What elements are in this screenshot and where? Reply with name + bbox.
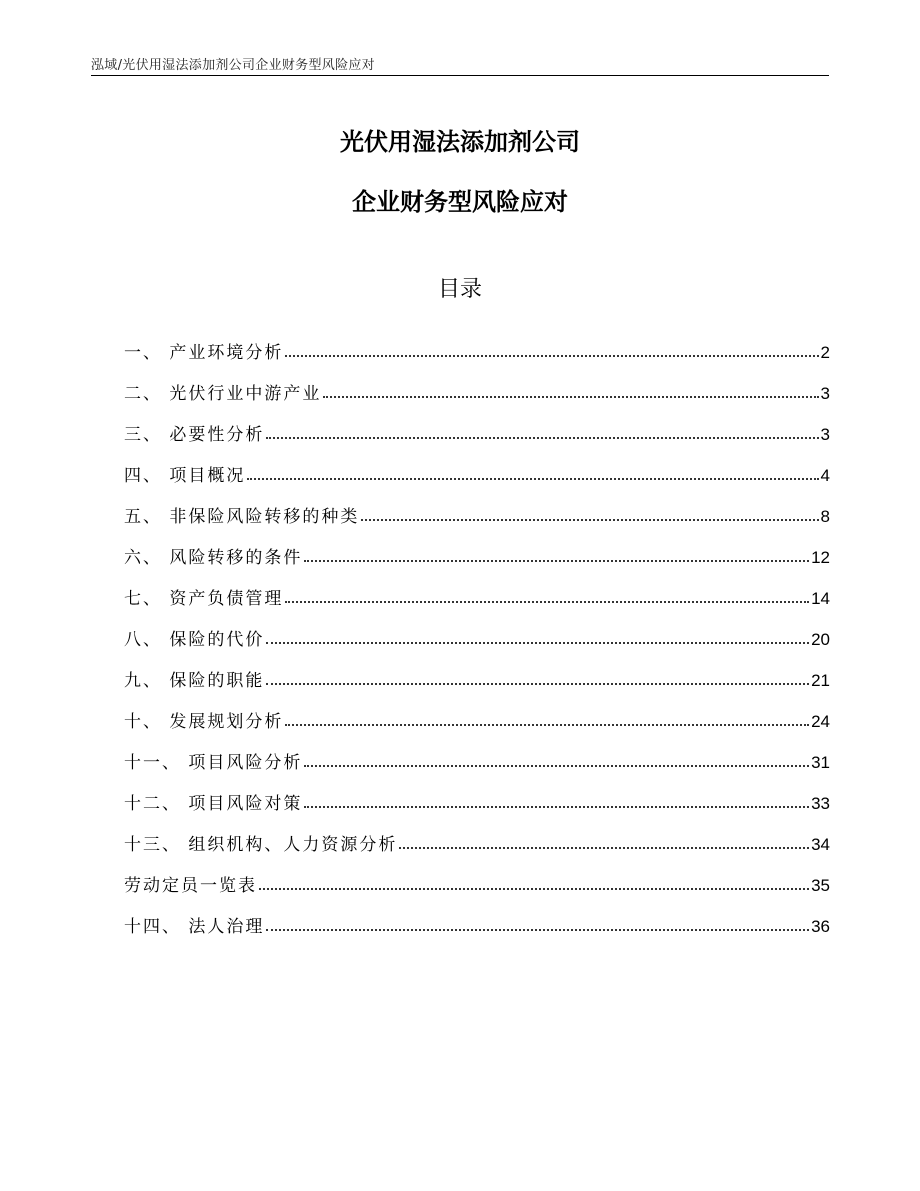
- toc-dot-leader: [266, 642, 809, 644]
- toc-dot-leader: [399, 847, 809, 849]
- toc-entry[interactable]: [124, 855, 830, 896]
- toc-entry-page: 14: [811, 589, 830, 608]
- toc-heading: 目录: [437, 277, 482, 302]
- toc-entry-label: 九、 保险的职能: [124, 671, 265, 691]
- toc-entry-label: 五、 非保险风险转移的种类: [124, 507, 360, 527]
- toc-entry[interactable]: [124, 445, 830, 486]
- table-of-contents: [124, 322, 830, 937]
- toc-dot-leader: [304, 560, 809, 562]
- running-header: 泓域/光伏用湿法添加剂公司企业财务型风险应对: [91, 58, 375, 73]
- toc-entry-label: 八、 保险的代价: [124, 630, 265, 650]
- toc-entry-page: 31: [811, 753, 830, 772]
- toc-entry-page: 21: [811, 671, 830, 690]
- document-title-line-2: 企业财务型风险应对: [352, 188, 568, 216]
- toc-dot-leader: [285, 601, 809, 603]
- toc-entry[interactable]: [124, 486, 830, 527]
- toc-entry-label: 二、 光伏行业中游产业: [124, 384, 322, 404]
- toc-entry-page: 20: [811, 630, 830, 649]
- toc-entry-page: 2: [820, 343, 830, 362]
- toc-entry-label: 七、 资产负债管理: [124, 589, 284, 609]
- toc-entry-label: 十一、 项目风险分析: [124, 753, 303, 773]
- toc-entry-label: 劳动定员一览表: [124, 876, 257, 896]
- document-title-line-1: 光伏用湿法添加剂公司: [340, 128, 580, 156]
- toc-entry-label: 四、 项目概况: [124, 466, 246, 486]
- toc-dot-leader: [304, 765, 809, 767]
- toc-entry-label: 三、 必要性分析: [124, 425, 265, 445]
- header-divider: [91, 75, 829, 76]
- toc-dot-leader: [266, 929, 809, 931]
- toc-entry-page: 33: [811, 794, 830, 813]
- toc-entry-page: 3: [820, 384, 830, 403]
- toc-dot-leader: [247, 478, 818, 480]
- toc-dot-leader: [285, 355, 818, 357]
- toc-entry-page: 4: [820, 466, 830, 485]
- toc-entry-page: 12: [811, 548, 830, 567]
- toc-entry[interactable]: [124, 814, 830, 855]
- toc-entry[interactable]: [124, 609, 830, 650]
- toc-entry-page: 3: [820, 425, 830, 444]
- toc-dot-leader: [361, 519, 818, 521]
- toc-entry-label: 十二、 项目风险对策: [124, 794, 303, 814]
- toc-dot-leader: [259, 888, 809, 890]
- toc-entry[interactable]: [124, 363, 830, 404]
- toc-entry-label: 一、 产业环境分析: [124, 343, 284, 363]
- toc-dot-leader: [266, 683, 809, 685]
- toc-entry[interactable]: [124, 322, 830, 363]
- toc-entry[interactable]: [124, 896, 830, 937]
- toc-dot-leader: [285, 724, 809, 726]
- toc-entry[interactable]: [124, 650, 830, 691]
- toc-entry-label: 十、 发展规划分析: [124, 712, 284, 732]
- toc-entry-page: 34: [811, 835, 830, 854]
- toc-entry[interactable]: [124, 568, 830, 609]
- toc-entry[interactable]: [124, 404, 830, 445]
- toc-entry-page: 8: [820, 507, 830, 526]
- toc-dot-leader: [323, 396, 818, 398]
- toc-entry-label: 六、 风险转移的条件: [124, 548, 303, 568]
- toc-entry[interactable]: [124, 773, 830, 814]
- toc-entry-page: 36: [811, 917, 830, 936]
- toc-entry-label: 十四、 法人治理: [124, 917, 265, 937]
- toc-dot-leader: [266, 437, 818, 439]
- toc-dot-leader: [304, 806, 809, 808]
- toc-entry[interactable]: [124, 732, 830, 773]
- toc-entry-page: 35: [811, 876, 830, 895]
- toc-entry-label: 十三、 组织机构、人力资源分析: [124, 835, 398, 855]
- toc-entry-page: 24: [811, 712, 830, 731]
- toc-entry[interactable]: [124, 527, 830, 568]
- toc-entry[interactable]: [124, 691, 830, 732]
